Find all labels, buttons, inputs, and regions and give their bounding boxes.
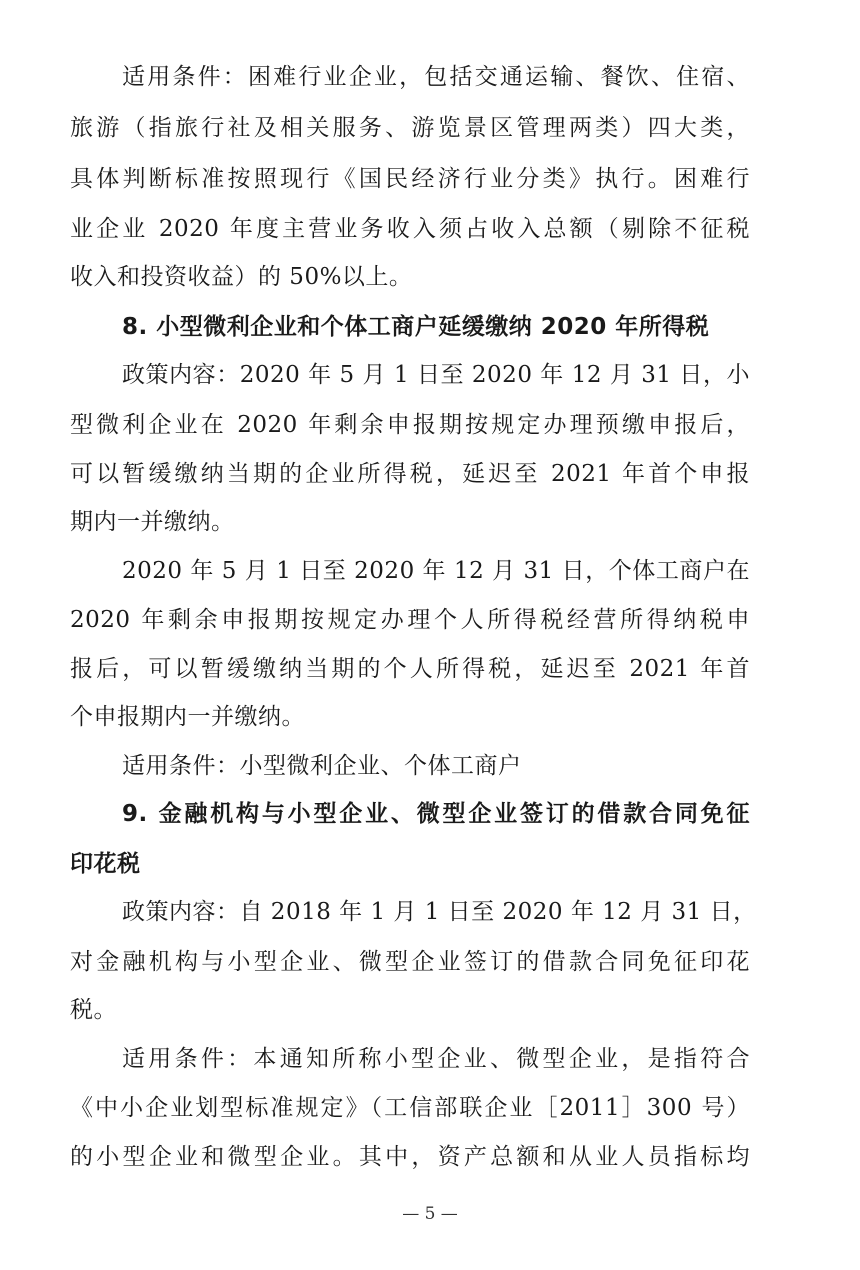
text-line: 适用条件：困难行业企业，包括交通运输、餐饮、住宿、 bbox=[122, 64, 750, 90]
text-line: 适用条件：小型微利企业、个体工商户 bbox=[122, 753, 522, 779]
text-line: 收入和投资收益）的 50%以上。 bbox=[70, 264, 413, 290]
text-line: 旅游（指旅行社及相关服务、游览景区管理两类）四大类， bbox=[70, 115, 750, 141]
text-line: 具体判断标准按照现行《国民经济行业分类》执行。困难行 bbox=[70, 166, 750, 192]
section-heading-9-cont: 印花税 bbox=[70, 851, 141, 877]
text-line: 型微利企业在 2020 年剩余申报期按规定办理预缴申报后， bbox=[70, 412, 750, 438]
text-line: 的小型企业和微型企业。其中，资产总额和从业人员指标均 bbox=[70, 1144, 750, 1170]
text-line: 期内一并缴纳。 bbox=[70, 509, 235, 535]
section-heading-9: 9. 金融机构与小型企业、微型企业签订的借款合同免征 bbox=[122, 801, 750, 827]
text-line: 适用条件：本通知所称小型企业、微型企业，是指符合 bbox=[122, 1046, 750, 1072]
text-line: 2020 年剩余申报期按规定办理个人所得税经营所得纳税申 bbox=[70, 607, 750, 633]
text-line: 对金融机构与小型企业、微型企业签订的借款合同免征印花 bbox=[70, 949, 750, 975]
text-line: 可以暂缓缴纳当期的企业所得税，延迟至 2021 年首个申报 bbox=[70, 461, 750, 487]
text-line: 政策内容：自 2018 年 1 月 1 日至 2020 年 12 月 31 日， bbox=[122, 899, 757, 925]
text-line: 个申报期内一并缴纳。 bbox=[70, 704, 305, 730]
section-heading-8: 8. 小型微利企业和个体工商户延缓缴纳 2020 年所得税 bbox=[122, 314, 710, 340]
text-line: 政策内容：2020 年 5 月 1 日至 2020 年 12 月 31 日，小 bbox=[122, 362, 750, 388]
text-line: 税。 bbox=[70, 997, 117, 1023]
text-line: 报后，可以暂缓缴纳当期的个人所得税，延迟至 2021 年首 bbox=[70, 656, 750, 682]
text-line: 2020 年 5 月 1 日至 2020 年 12 月 31 日，个体工商户在 bbox=[122, 558, 750, 584]
page-number: — 5 — bbox=[402, 1204, 458, 1224]
text-line: 《中小企业划型标准规定》（工信部联企业［2011］300 号） bbox=[70, 1095, 750, 1121]
text-line: 业企业 2020 年度主营业务收入须占收入总额（剔除不征税 bbox=[70, 216, 750, 242]
